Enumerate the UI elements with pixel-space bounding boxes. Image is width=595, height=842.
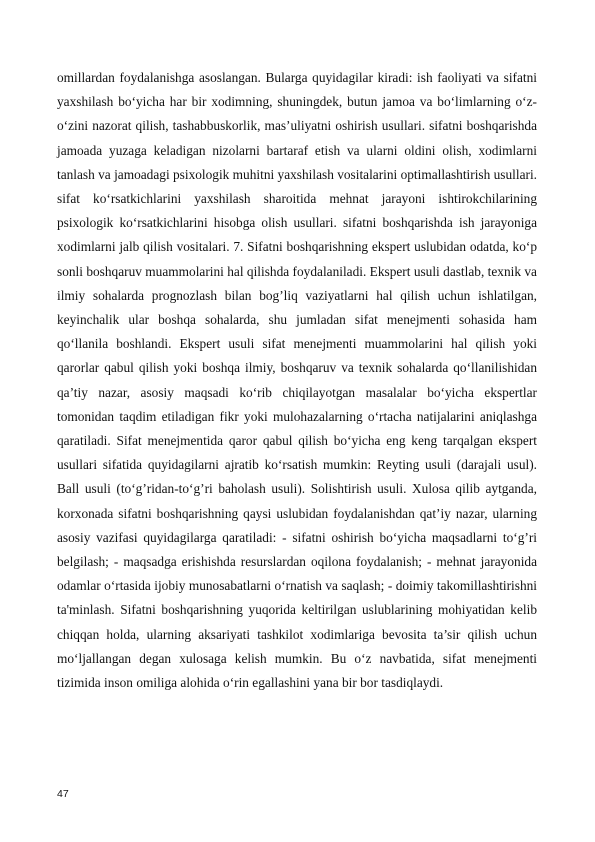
page-number: 47 [57,788,69,800]
body-paragraph: omillardan foydalanishga asoslangan. Bularga quyidagilar kiradi: ish faoliyati va sifatni yaxshilash bo‘yicha har bir xodimning, shuningdek, butun jamoa va bo‘limlarning o‘z-o‘zini nazorat qilish, tashabbuskorlik, mas’uliyatni oshirish usullari. sifatni boshqarishda jamoada yuzaga keladigan nizolarni bartaraf etish va ularni oldini olish, xodimlarni tanlash va jamoadagi psixologik muhitni yaxshilash vositalarini optimallashtirish usullari. sifat ko‘rsatkichlarini yaxshilash sharoitida mehnat jarayoni ishtirokchilarining psixologik ko‘rsatkichlarini hisobga olish usullari. sifatni boshqarishda ish jarayoniga xodimlarni jalb qilish vositalari. 7. Sifatni boshqarishning ekspert uslubidan odatda, ko‘p sonli boshqaruv muammolarini hal qilishda foydalaniladi. Ekspert usuli dastlab, texnik va ilmiy sohalarda prognozlash bilan bog’liq vaziyatlarni hal qilish uchun ishlatilgan, keyinchalik ular boshqa sohalarda, shu jumladan sifat menejmenti sohasida ham qo‘llanila boshlandi. Ekspert usuli sifat menejmenti muammolarini hal qilish yoki qarorlar qabul qilish yoki boshqa ilmiy, boshqaruv va texnik sohalarda qo‘llanilishidan qa’tiy nazar, asosiy maqsadi ko‘rib chiqilayotgan masalalar bo‘yicha ekspertlar tomonidan taqdim etiladigan fikr yoki mulohazalarning o‘rtacha natijalarini aniqlashga qaratiladi. Sifat menejmentida qaror qabul qilish bo‘yicha eng keng tarqalgan ekspert usullari sifatida quyidagilarni ajratib ko‘rsatish mumkin: Reyting usuli (darajali usul). Ball usuli (to‘g’ridan-to‘g’ri baholash usuli). Solishtirish usuli. Xulosa qilib aytganda, korxonada sifatni boshqarishning qaysi uslubidan foydalanishdan qat’iy nazar, ularning asosiy vazifasi quyidagilarga qaratiladi: - sifatni oshirish bo‘yicha maqsadlarni to‘g’ri belgilash; - maqsadga erishishda resurslardan oqilona foydalanish; - mehnat jarayonida odamlar o‘rtasida ijobiy munosabatlarni o‘rnatish va saqlash; - doimiy takomillashtirishni ta'minlash. Sifatni boshqarishning yuqorida keltirilgan uslublarining mohiyatidan kelib chiqqan holda, ularning aksariyati tashkilot xodimlariga bevosita ta’sir qilish uchun mo‘ljallangan degan xulosaga kelish mumkin. Bu o‘z navbatida, sifat menejmenti tizimida inson omiliga alohida o‘rin egallashini yana bir bor tasdiqlaydi. [57,70,537,691]
body-text-block [57,66,537,695]
